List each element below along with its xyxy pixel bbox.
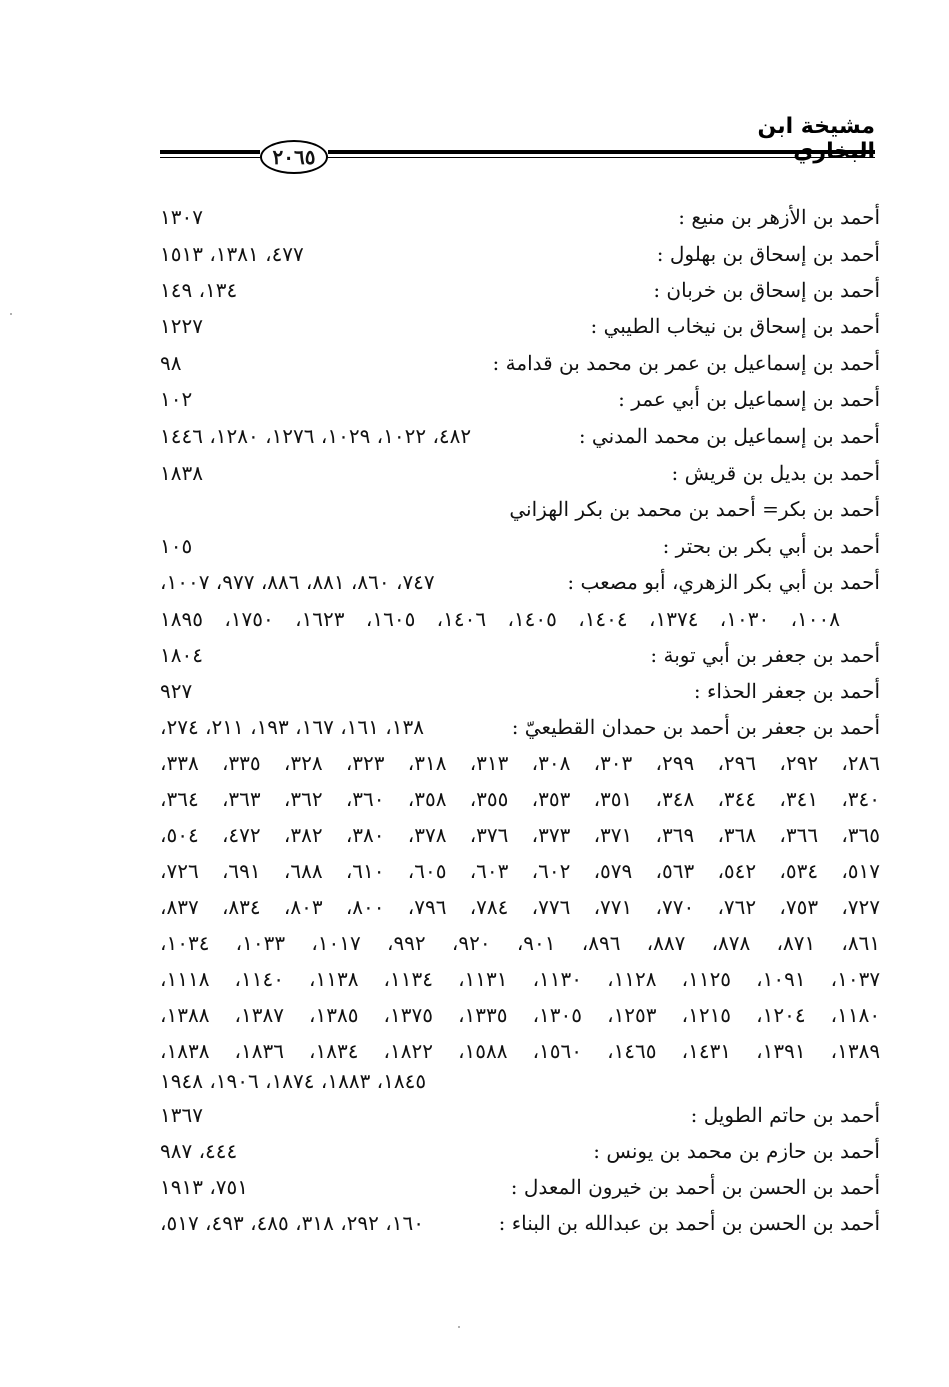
index-continuation xyxy=(160,926,880,960)
index-entry xyxy=(160,1134,880,1168)
entry-refs: ١٠٥ xyxy=(160,534,193,558)
entry-refs: ١٨٠٤ xyxy=(160,643,203,667)
index-entry xyxy=(160,638,880,672)
index-continuation xyxy=(160,998,880,1032)
entry-refs: ١٠٣٧، ١٠٩١، ١١٢٥، ١١٢٨، ١١٣٠، ١١٣١، ١١٣٤، ١١٣٨، ١١٤٠، ١١١٨، xyxy=(160,967,881,991)
entry-refs: ٩٢٧ xyxy=(160,679,193,703)
entry-name: أحمد بن إسماعيل بن أبي عمر : xyxy=(618,387,880,411)
entry-refs: ١٨٤٥، ١٨٨٣، ١٨٧٤، ١٩٠٦، ١٩٤٨ xyxy=(160,1069,427,1093)
index-entry-crossref xyxy=(160,492,880,526)
entry-name: أحمد بن الحسن بن أحمد بن خيرون المعدل : xyxy=(510,1175,880,1199)
index-entry xyxy=(160,1206,880,1240)
entry-refs: ٧٢٧، ٧٥٣، ٧٦٢، ٧٧٠، ٧٧١، ٧٧٦، ٧٨٤، ٧٩٦، ٨٠٠، ٨٠٣، ٨٣٤، ٨٣٧، xyxy=(160,895,881,919)
index-continuation xyxy=(160,1064,880,1098)
entry-name: أحمد بن الحسن بن أحمد بن عبدالله بن البناء : xyxy=(498,1211,880,1235)
scan-speck xyxy=(10,313,12,315)
entry-name: أحمد بن إسماعيل بن عمر بن محمد بن قدامة : xyxy=(492,351,880,375)
entry-refs: ١٣٦٧ xyxy=(160,1103,203,1127)
entry-refs: ١٣٨، ١٦١، ١٦٧، ١٩٣، ٢١١، ٢٧٤، xyxy=(160,715,424,739)
index-entry xyxy=(160,1170,880,1204)
entry-refs: ٥١٧، ٥٣٤، ٥٤٢، ٥٦٣، ٥٧٩، ٦٠٢، ٦٠٣، ٦٠٥، ٦١٠، ٦٨٨، ٦٩١، ٧٢٦، xyxy=(160,859,881,883)
entry-refs: ٣٦٥، ٣٦٦، ٣٦٨، ٣٦٩، ٣٧١، ٣٧٣، ٣٧٦، ٣٧٨، ٣٨٠، ٣٨٢، ٤٧٢، ٥٠٤، xyxy=(160,823,881,847)
index-entry xyxy=(160,346,880,380)
entry-refs: ١٣٨٩، ١٣٩١، ١٤٣١، ١٤٦٥، ١٥٦٠، ١٥٨٨، ١٨٢٢، ١٨٣٤، ١٨٣٦، ١٨٣٨، xyxy=(160,1039,881,1063)
entry-name: أحمد بن إسماعيل بن محمد المدني : xyxy=(578,424,880,448)
entry-name: أحمد بن جعفر بن أحمد بن حمدان القطيعيّ : xyxy=(511,715,880,739)
entry-refs: ٩٨ xyxy=(160,351,182,375)
entry-refs: ٧٥١، ١٩١٣ xyxy=(160,1175,249,1199)
entry-refs: ٤٧٧، ١٣٨١، ١٥١٣ xyxy=(160,242,304,266)
entry-refs: ٧٤٧، ٨٦٠، ٨٨١، ٨٨٦، ٩٧٧، ١٠٠٧، xyxy=(160,570,435,594)
index-continuation xyxy=(160,782,880,816)
entry-refs: ١٠٢ xyxy=(160,387,193,411)
entry-refs: ١٢٢٧ xyxy=(160,314,203,338)
index-continuation xyxy=(160,1034,880,1068)
entry-refs: ٢٨٦، ٢٩٢، ٢٩٦، ٢٩٩، ٣٠٣، ٣٠٨، ٣١٣، ٣١٨، ٣٢٣، ٣٢٨، ٣٣٥، ٣٣٨، xyxy=(160,751,881,775)
entry-refs: ١٦٠، ٢٩٢، ٣١٨، ٤٨٥، ٤٩٣، ٥١٧، xyxy=(160,1211,424,1235)
entry-name: أحمد بن الأزهر بن منيع : xyxy=(678,205,880,229)
entry-refs: ١٨٣٨ xyxy=(160,461,203,485)
index-entry xyxy=(160,419,880,453)
page-number: ٢٠٦٥ xyxy=(260,140,328,174)
index-entry xyxy=(160,529,880,563)
entry-name: أحمد بن حازم بن محمد بن يونس : xyxy=(593,1139,880,1163)
entry-name: أحمد بن أبي بكر الزهري، أبو مصعب : xyxy=(567,570,880,594)
index-entry xyxy=(160,237,880,271)
index-entry xyxy=(160,565,880,599)
index-continuation xyxy=(160,818,880,852)
index-continuation xyxy=(160,602,880,636)
index-entry xyxy=(160,309,880,343)
entry-refs: ١١٨٠، ١٢٠٤، ١٢١٥، ١٢٥٣، ١٣٠٥، ١٣٣٥، ١٣٧٥، ١٣٨٥، ١٣٨٧، ١٣٨٨، xyxy=(160,1003,881,1027)
entry-refs: ٣٤٠، ٣٤١، ٣٤٤، ٣٤٨، ٣٥١، ٣٥٣، ٣٥٥، ٣٥٨، ٣٦٠، ٣٦٢، ٣٦٣، ٣٦٤، xyxy=(160,787,881,811)
entry-name: أحمد بن إسحاق بن خربان : xyxy=(653,278,880,302)
index-entry xyxy=(160,456,880,490)
entry-refs: ٨٦١، ٨٧١، ٨٧٨، ٨٨٧، ٨٩٦، ٩٠١، ٩٢٠، ٩٩٢، ١٠١٧، ١٠٣٣، ١٠٣٤، xyxy=(160,931,881,955)
entry-name: أحمد بن بديل بن قريش : xyxy=(671,461,880,485)
entry-name: أحمد بن بكر= أحمد بن محمد بن بكر الهزاني xyxy=(509,497,880,521)
entry-name: أحمد بن جعفر الحذاء : xyxy=(693,679,880,703)
entry-refs: ٤٤٤، ٩٨٧ xyxy=(160,1139,238,1163)
entry-name: أحمد بن إسحاق بن بهلول : xyxy=(656,242,880,266)
index-entry xyxy=(160,200,880,234)
index-continuation xyxy=(160,962,880,996)
entry-name: أحمد بن حاتم الطويل : xyxy=(690,1103,880,1127)
index-continuation xyxy=(160,890,880,924)
entry-refs: ١٠٠٨، ١٠٣٠، ١٣٧٤، ١٤٠٤، ١٤٠٥، ١٤٠٦، ١٦٠٥، ١٦٢٣، ١٧٥٠، ١٨٩٥ xyxy=(160,607,840,631)
book-title: مشيخة ابن البخاري xyxy=(757,114,875,164)
entry-refs: ١٣٤، ١٤٩ xyxy=(160,278,238,302)
index-continuation xyxy=(160,746,880,780)
index-entry xyxy=(160,273,880,307)
index-entry xyxy=(160,382,880,416)
index-entry xyxy=(160,1098,880,1132)
index-entry xyxy=(160,710,880,744)
scan-speck xyxy=(458,1326,460,1328)
entry-refs: ٤٨٢، ١٠٢٢، ١٠٢٩، ١٢٧٦، ١٢٨٠، ١٤٤٦ xyxy=(160,424,472,448)
entry-name: أحمد بن جعفر بن أبي توبة : xyxy=(650,643,880,667)
entry-refs: ١٣٠٧ xyxy=(160,205,203,229)
index-continuation xyxy=(160,854,880,888)
entry-name: أحمد بن إسحاق بن نيخاب الطيبي : xyxy=(590,314,880,338)
index-entry xyxy=(160,674,880,708)
entry-name: أحمد بن أبي بكر بن بحتر : xyxy=(662,534,880,558)
